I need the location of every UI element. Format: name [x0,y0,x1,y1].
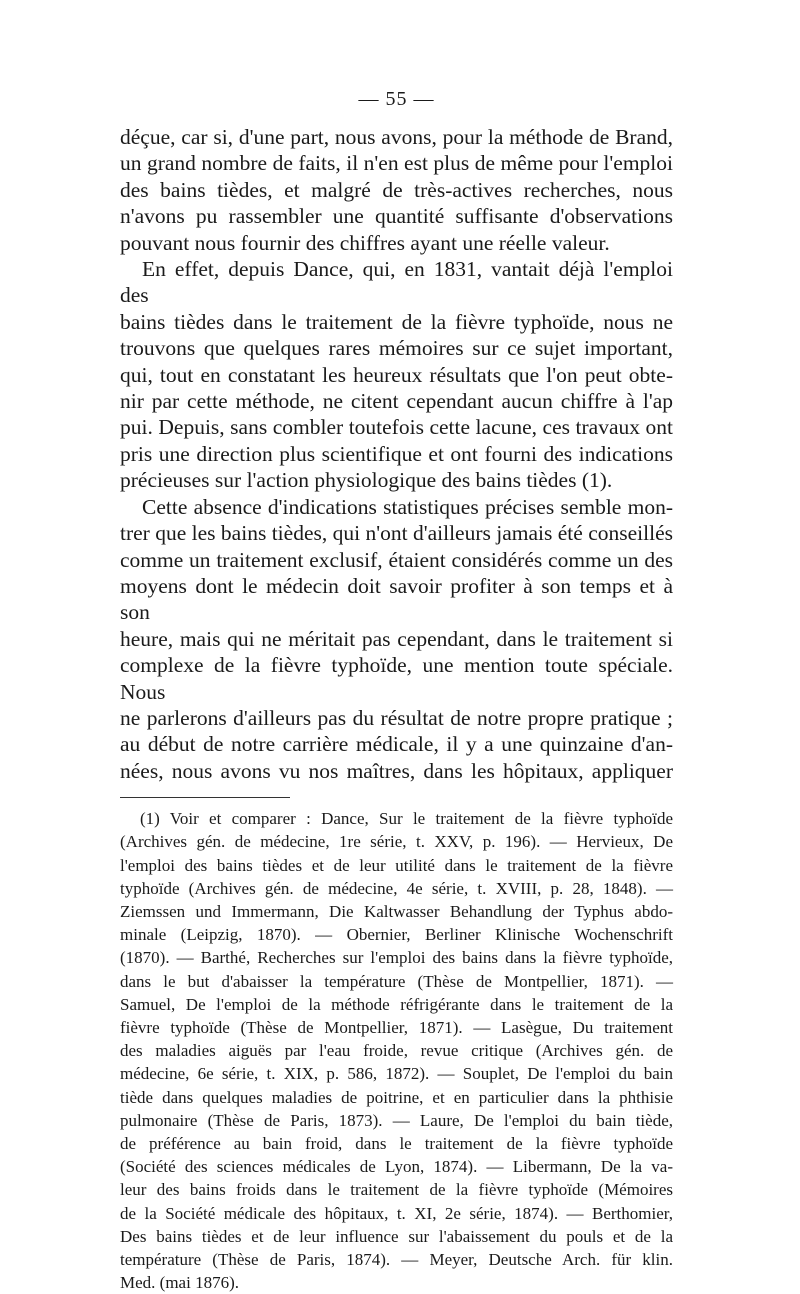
footnote-line: température (Thèse de Paris, 1874). — Meyer, Deutsche Arch. für klin. [120,1250,673,1270]
footnote-divider [120,797,290,798]
body-line: complexe de la fièvre typhoïde, une mention toute spéciale. Nous [120,653,673,704]
book-page [120,88,673,1294]
body-line: pris une direction plus scientifique et ont fourni des indications [120,441,673,466]
footnote-line: pulmonaire (Thèse de Paris, 1873). — Laure, De l'emploi du bain tiède, [120,1110,673,1130]
body-line: ne parlerons d'ailleurs pas du résultat de notre propre pratique ; [120,705,673,730]
footnote-line: (Société des sciences médicales de Lyon, 1874). — Libermann, De la va- [120,1157,673,1177]
body-line: pouvant nous fournir des chiffres ayant une réelle valeur. [120,230,610,255]
footnote-line: dans le but d'abaisser la température (Thèse de Montpellier, 1871). — [120,971,673,991]
footnote-line: Des bains tièdes et de leur influence sur l'abaissement du pouls et de la [120,1226,673,1246]
body-line: des bains tièdes, et malgré de très-actives recherches, nous [120,177,673,202]
footnote-line: tiède dans quelques maladies de poitrine, et en particulier dans la phthisie [120,1087,673,1107]
body-line: Cette absence d'indications statistiques précises semble mon- [142,494,673,519]
body-line: un grand nombre de faits, il n'en est plus de même pour l'emploi [120,151,673,176]
body-line: heure, mais qui ne méritait pas cependant, dans le traitement si [120,626,673,651]
footnote-line: (1870). — Barthé, Recherches sur l'emploi des bains dans la fièvre typhoïde, [120,948,673,968]
body-line: nir par cette méthode, ne citent cependant aucun chiffre à l'ap [120,389,673,414]
footnote-line: leur des bains froids dans le traitement de la fièvre typhoïde (Mémoires [120,1180,673,1200]
body-line: n'avons pu rassembler une quantité suffisante d'observations [120,204,673,229]
footnote-line: Med. (mai 1876). [120,1273,239,1293]
footnote-line: minale (Leipzig, 1870). — Obernier, Berliner Klinische Wochenschrift [120,925,673,945]
footnote-line: médecine, 6e série, t. XIX, p. 586, 1872). — Souplet, De l'emploi du bain [120,1064,673,1084]
body-line: En effet, depuis Dance, qui, en 1831, vantait déjà l'emploi des [120,257,673,308]
body-line: trouvons que quelques rares mémoires sur ce sujet important, [120,336,673,361]
body-line: moyens dont le médecin doit savoir profiter à son temps et à son [120,573,673,625]
body-line: comme un traitement exclusif, étaient considérés comme un des [120,547,673,572]
footnote-line: de préférence au bain froid, dans le traitement de la fièvre typhoïde [120,1134,673,1153]
footnote-line: (Archives gén. de médecine, 1re série, t. XXV, p. 196). — Hervieux, De [120,832,673,852]
body-line: bains tièdes dans le traitement de la fièvre typhoïde, nous ne [120,309,673,334]
footnote [120,807,673,1294]
footnote-line: de la Société médicale des hôpitaux, t. XI, 2e série, 1874). — Berthomier, [120,1203,673,1223]
page-number: — 55 — [358,88,435,110]
footnote-line: typhoïde (Archives gén. de médecine, 4e série, t. XVIII, p. 28, 1848). — [120,878,673,898]
footnote-line: fièvre typhoïde (Thèse de Montpellier, 1871). — Lasègue, Du traitement [120,1017,673,1037]
body-line: qui, tout en constatant les heureux résultats que l'on peut obte- [120,362,673,387]
body-line: au début de notre carrière médicale, il y a une quinzaine d'an- [120,732,673,757]
body-line: nées, nous avons vu nos maîtres, dans les hôpitaux, appliquer [120,758,673,783]
body-line: pui. Depuis, sans combler toutefois cette lacune, ces travaux ont [120,415,673,440]
body-text [120,124,673,784]
body-line: déçue, car si, d'une part, nous avons, pour la méthode de Brand, [120,125,673,149]
body-line: trer que les bains tièdes, qui n'ont d'ailleurs jamais été conseillés [120,521,673,546]
footnote-line: l'emploi des bains tièdes et de leur utilité dans le traitement de la fièvre [120,855,673,875]
footnote-line: Samuel, De l'emploi de la méthode réfrigérante dans le traitement de la [120,994,673,1014]
body-line: précieuses sur l'action physiologique des bains tièdes (1). [120,468,613,493]
footnote-line: (1) Voir et comparer : Dance, Sur le traitement de la fièvre typhoïde [140,809,673,829]
footnote-line: des maladies aiguës par l'eau froide, revue critique (Archives gén. de [120,1041,673,1061]
footnote-line: Ziemssen und Immermann, Die Kaltwasser Behandlung der Typhus abdo- [120,901,673,921]
